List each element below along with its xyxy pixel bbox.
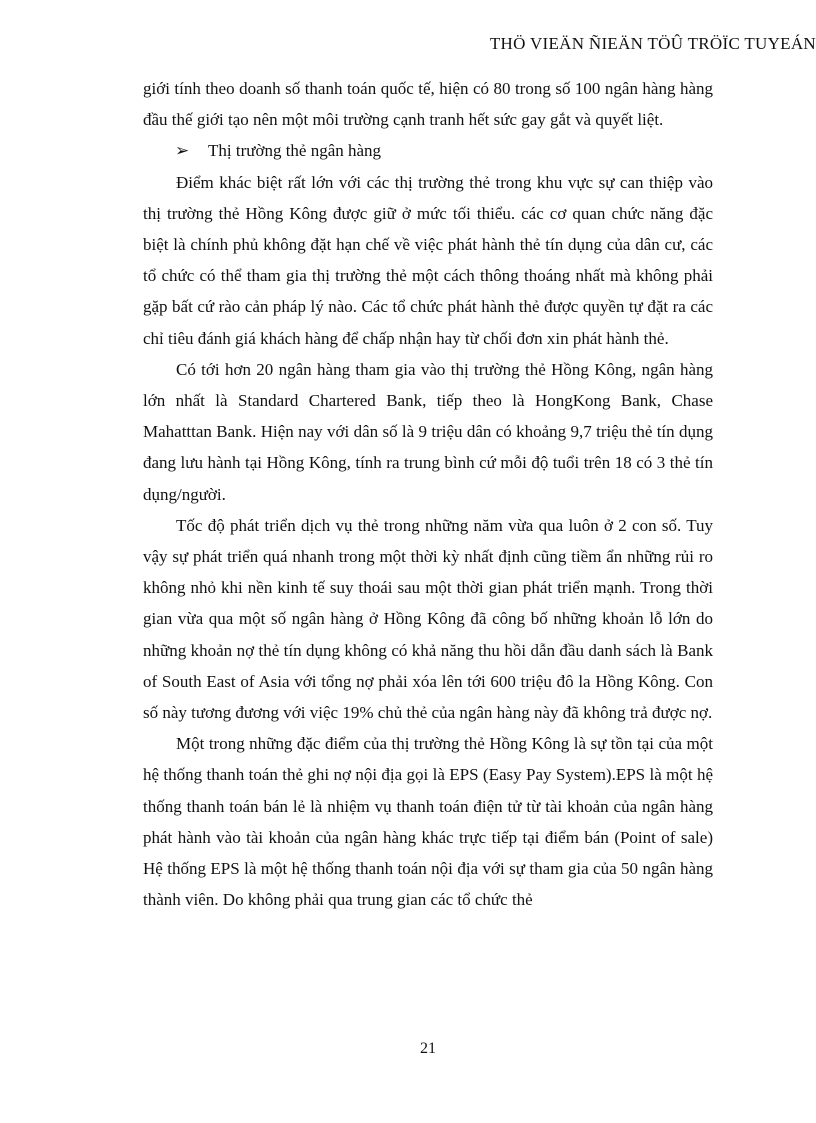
page-number: 21 bbox=[420, 1040, 436, 1057]
paragraph: Điểm khác biệt rất lớn với các thị trường thẻ trong khu vực sự can thiệp vào thị trường thẻ Hồng Kông được giữ ở mức tối thiểu. các cơ quan chức năng đặc biệt là chính phủ không đặt hạn chế về việc phát hành thẻ tín dụng của dân cư, các tổ chức có thể tham gia thị trường thẻ một cách thông thoáng nhất mà không phải gặp bất cứ rào cản pháp lý nào. Các tổ chức phát hành thẻ được quyền tự đặt ra các chỉ tiêu đánh giá khách hàng để chấp nhận hay từ chối đơn xin phát hành thẻ. bbox=[143, 172, 713, 348]
bullet-heading-text: Thị trường thẻ ngân hàng bbox=[208, 141, 382, 161]
paragraph: Tốc độ phát triển dịch vụ thẻ trong những năm vừa qua luôn ở 2 con số. Tuy vậy sự phát triển quá nhanh trong một thời kỳ nhất định cũng tiềm ẩn những rủi ro không nhỏ khi nền kinh tế suy thoái sau một thời gian phát triển mạnh. Trong thời gian vừa qua một số ngân hàng ở Hồng Kông đã công bố những khoản lỗ lớn do những khoản nợ thẻ tín dụng không có khả năng thu hồi dẫn đầu danh sách là Bank of South East of Asia với tổng nợ phải xóa lên tới 600 triệu đô la Hồng Kông. Con số này tương đương với việc 19% chủ thẻ của ngân hàng này đã không trả được nợ. bbox=[143, 515, 713, 723]
paragraph: Một trong những đặc điểm của thị trường thẻ Hồng Kông là sự tồn tại của một hệ thống thanh toán thẻ ghi nợ nội địa gọi là EPS (Easy Pay System).EPS là một hệ thống thanh toán bán lẻ là nhiệm vụ thanh toán điện tử từ tài khoản của ngân hàng phát hành vào tài khoản của ngân hàng khác trực tiếp tại điểm bán (Point of sale) Hệ thống EPS là một hệ thống thanh toán nội địa với sự tham gia của 50 ngân hàng thành viên. Do không phải qua trung gian các tổ chức thẻ bbox=[143, 734, 713, 910]
paragraph-continued: giới tính theo doanh số thanh toán quốc tế, hiện có 80 trong số 100 ngân hàng hàng đầu thế giới tạo nên một môi trường cạnh tranh hết sức gay gắt và quyết liệt. bbox=[143, 79, 713, 130]
bullet-heading bbox=[143, 135, 713, 166]
paragraph: Có tới hơn 20 ngân hàng tham gia vào thị trường thẻ Hồng Kông, ngân hàng lớn nhất là Standard Chartered Bank, tiếp theo là HongKong Bank, Chase Mahatttan Bank. Hiện nay với dân số là 9 triệu dân có khoảng 9,7 triệu thẻ tín dụng đang lưu hành tại Hồng Kông, tính ra trung bình cứ mỗi độ tuổi trên 18 có 3 thẻ tín dụng/người. bbox=[143, 359, 713, 504]
document-body bbox=[143, 73, 713, 915]
page-header: THÖ VIEÄN ÑIEÄN TÖÛ TRÖÏC TUYEÁN bbox=[489, 34, 816, 53]
arrow-bullet-icon: ➢ bbox=[175, 141, 190, 161]
